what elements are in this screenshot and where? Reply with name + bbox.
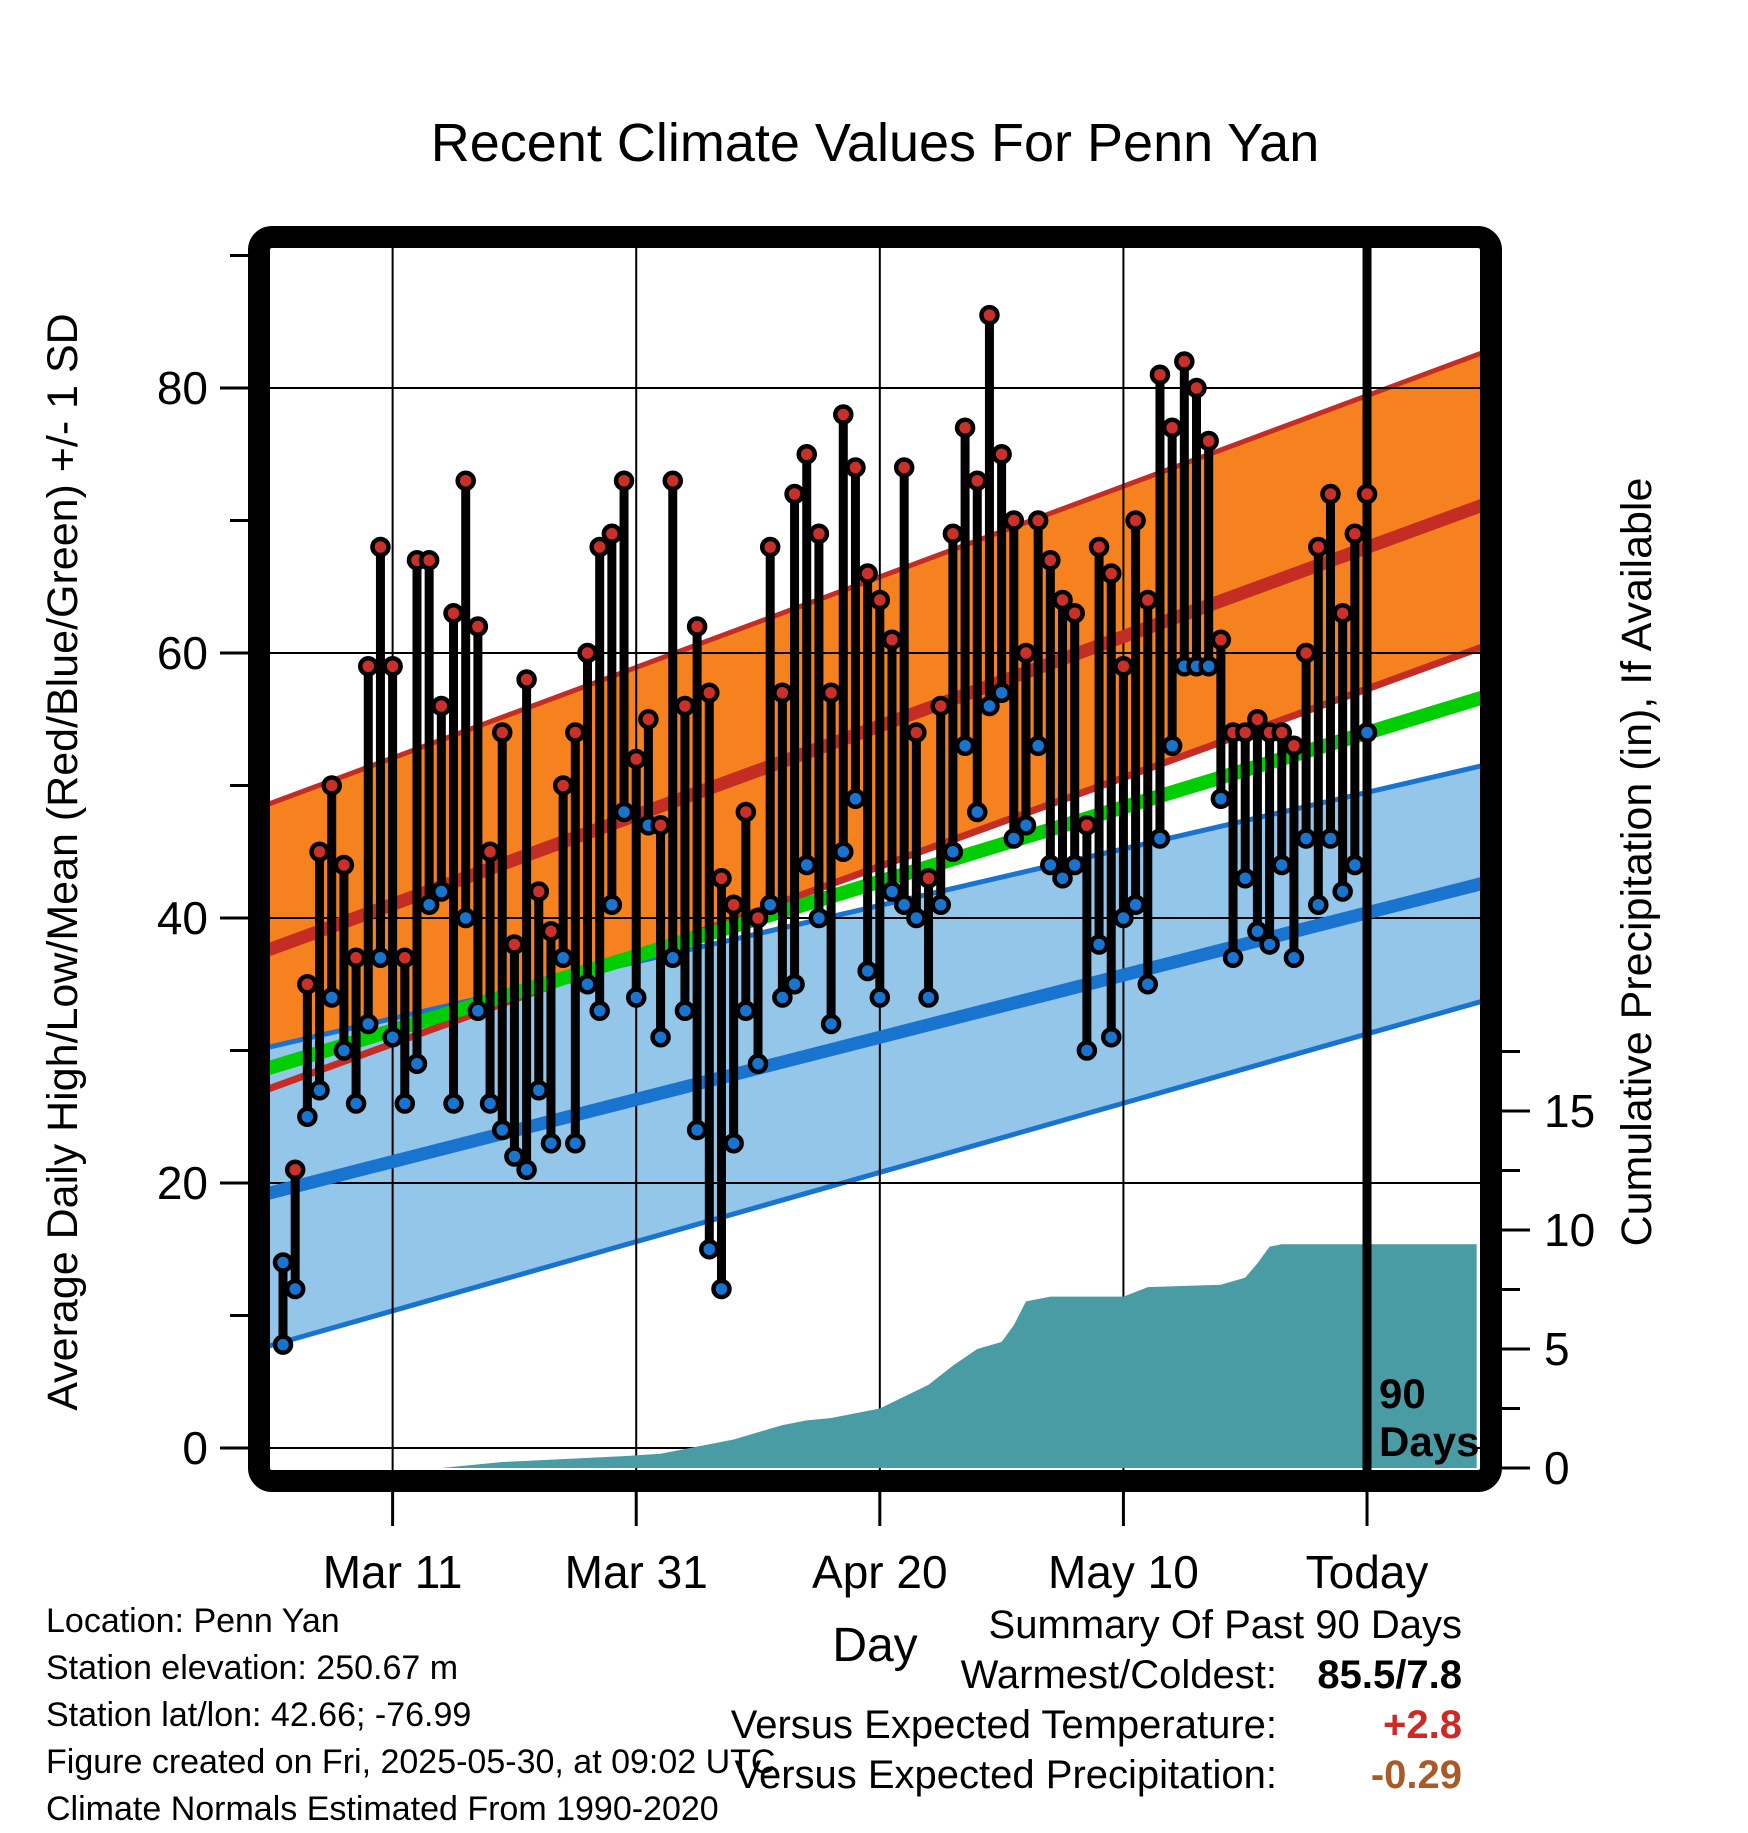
right-tick-label: 10 — [1544, 1204, 1596, 1256]
station-latlon: Station lat/lon: 42.66; -76.99 — [46, 1696, 472, 1734]
daily-low-dot — [409, 1056, 425, 1072]
daily-low-dot — [1298, 831, 1314, 847]
daily-low-dot — [823, 1016, 839, 1032]
summary-row-warmest-coldest — [682, 1650, 1462, 1700]
daily-low-dot — [543, 1135, 559, 1151]
daily-low-dot — [762, 897, 778, 913]
vs-precipitation-label: Versus Expected Precipitation: — [734, 1753, 1277, 1797]
daily-high-dot — [1152, 367, 1168, 383]
daily-low-dot — [994, 685, 1010, 701]
daily-low-dot — [446, 1096, 462, 1112]
x-tick-label: Today — [1305, 1546, 1429, 1598]
vs-temperature-label: Versus Expected Temperature: — [730, 1703, 1277, 1747]
daily-high-dot — [799, 446, 815, 462]
daily-low-dot — [738, 1003, 754, 1019]
summary-title: Summary Of Past 90 Days — [988, 1603, 1462, 1647]
left-tick-label: 20 — [156, 1157, 208, 1209]
daily-high-dot — [665, 473, 681, 489]
right-tick-label: 0 — [1544, 1442, 1570, 1494]
right-axis-label: Cumulative Precipitation (in), If Available — [1613, 477, 1661, 1247]
station-info — [46, 1598, 776, 1833]
daily-low-dot — [324, 990, 340, 1006]
daily-high-dot — [360, 658, 376, 674]
daily-low-dot — [665, 950, 681, 966]
daily-high-dot — [421, 552, 437, 568]
daily-high-dot — [847, 460, 863, 476]
daily-low-dot — [1286, 950, 1302, 966]
daily-high-dot — [701, 685, 717, 701]
daily-low-dot — [1237, 870, 1253, 886]
daily-low-dot — [957, 738, 973, 754]
daily-low-dot — [726, 1135, 742, 1151]
daily-low-dot — [921, 990, 937, 1006]
daily-high-dot — [677, 698, 693, 714]
daily-high-dot — [567, 725, 583, 741]
daily-high-dot — [628, 751, 644, 767]
warmest-coldest-value: 85.5/7.8 — [1317, 1653, 1462, 1697]
daily-low-dot — [1201, 658, 1217, 674]
daily-low-dot — [592, 1003, 608, 1019]
daily-low-dot — [1140, 976, 1156, 992]
daily-low-dot — [628, 990, 644, 1006]
daily-low-dot — [908, 910, 924, 926]
daily-low-dot — [372, 950, 388, 966]
daily-low-dot — [811, 910, 827, 926]
daily-low-dot — [580, 976, 596, 992]
daily-high-dot — [896, 460, 912, 476]
daily-high-dot — [860, 566, 876, 582]
daily-low-dot — [1347, 857, 1363, 873]
daily-low-dot — [1067, 857, 1083, 873]
daily-high-dot — [470, 619, 486, 635]
daily-high-dot — [1067, 605, 1083, 621]
daily-low-dot — [1030, 738, 1046, 754]
daily-high-dot — [1018, 645, 1034, 661]
daily-high-dot — [908, 725, 924, 741]
daily-low-dot — [1310, 897, 1326, 913]
daily-high-dot — [336, 857, 352, 873]
daily-high-dot — [1201, 433, 1217, 449]
left-tick-label: 80 — [156, 362, 208, 414]
daily-high-dot — [1006, 513, 1022, 529]
daily-low-dot — [860, 963, 876, 979]
right-tick-label: 15 — [1544, 1085, 1596, 1137]
daily-high-dot — [1140, 592, 1156, 608]
daily-low-dot — [1225, 950, 1241, 966]
daily-high-dot — [1359, 486, 1375, 502]
daily-high-dot — [531, 884, 547, 900]
daily-high-dot — [787, 486, 803, 502]
daily-high-dot — [1189, 380, 1205, 396]
daily-high-dot — [1310, 539, 1326, 555]
daily-high-dot — [1042, 552, 1058, 568]
daily-low-dot — [701, 1241, 717, 1257]
daily-high-dot — [397, 950, 413, 966]
daily-low-dot — [531, 1082, 547, 1098]
daily-high-dot — [616, 473, 632, 489]
daily-high-dot — [324, 778, 340, 794]
daily-low-dot — [689, 1122, 705, 1138]
vs-precipitation-value: -0.29 — [1370, 1753, 1462, 1797]
daily-low-dot — [1079, 1043, 1095, 1059]
daily-low-dot — [312, 1082, 328, 1098]
daily-high-dot — [287, 1162, 303, 1178]
daily-high-dot — [372, 539, 388, 555]
figure-created: Figure created on Fri, 2025-05-30, at 09:02 UTC — [46, 1743, 776, 1781]
daily-high-dot — [969, 473, 985, 489]
daily-low-dot — [713, 1281, 729, 1297]
daily-high-dot — [762, 539, 778, 555]
x-tick-label: Mar 11 — [322, 1546, 463, 1598]
chart-title: Recent Climate Values For Penn Yan — [430, 113, 1320, 173]
daily-high-dot — [933, 698, 949, 714]
right-tick-label: 5 — [1544, 1323, 1570, 1375]
warmest-coldest-label: Warmest/Coldest: — [960, 1653, 1277, 1697]
daily-low-dot — [519, 1162, 535, 1178]
daily-low-dot — [1018, 817, 1034, 833]
daily-high-dot — [604, 526, 620, 542]
daily-high-dot — [726, 897, 742, 913]
daily-high-dot — [1103, 566, 1119, 582]
daily-low-dot — [1262, 937, 1278, 953]
daily-low-dot — [397, 1096, 413, 1112]
daily-high-dot — [1030, 513, 1046, 529]
daily-low-dot — [653, 1029, 669, 1045]
daily-high-dot — [872, 592, 888, 608]
daily-low-dot — [1322, 831, 1338, 847]
left-tick-label: 0 — [182, 1422, 208, 1474]
daily-high-dot — [1335, 605, 1351, 621]
daily-low-dot — [1164, 738, 1180, 754]
daily-high-dot — [519, 672, 535, 688]
ninety-day-label: 90 — [1379, 1370, 1426, 1417]
daily-high-dot — [1079, 817, 1095, 833]
daily-high-dot — [458, 473, 474, 489]
daily-high-dot — [506, 937, 522, 953]
daily-low-dot — [750, 1056, 766, 1072]
daily-high-dot — [555, 778, 571, 794]
daily-low-dot — [555, 950, 571, 966]
vs-temperature-value: +2.8 — [1383, 1703, 1462, 1747]
daily-high-dot — [921, 870, 937, 886]
daily-high-dot — [299, 976, 315, 992]
daily-high-dot — [1298, 645, 1314, 661]
daily-low-dot — [275, 1337, 291, 1353]
daily-high-dot — [981, 307, 997, 323]
daily-high-dot — [1176, 354, 1192, 370]
daily-high-dot — [348, 950, 364, 966]
daily-high-dot — [653, 817, 669, 833]
daily-high-dot — [689, 619, 705, 635]
daily-high-dot — [1213, 632, 1229, 648]
summary-row-vs-temperature — [682, 1700, 1462, 1750]
daily-low-dot — [1128, 897, 1144, 913]
x-axis-label: Day — [832, 1619, 918, 1672]
daily-low-dot — [969, 804, 985, 820]
daily-high-dot — [385, 658, 401, 674]
daily-high-dot — [433, 698, 449, 714]
daily-low-dot — [787, 976, 803, 992]
daily-low-dot — [604, 897, 620, 913]
summary-row-vs-precipitation — [682, 1750, 1462, 1800]
normals-source: Climate Normals Estimated From 1990-2020 — [46, 1790, 719, 1828]
left-axis-label: Average Daily High/Low/Mean (Red/Blue/Green) +/- 1 SD — [39, 313, 87, 1411]
daily-high-dot — [640, 711, 656, 727]
daily-high-dot — [1347, 526, 1363, 542]
ninety-day-label: Days — [1379, 1418, 1480, 1465]
daily-high-dot — [811, 526, 827, 542]
daily-low-dot — [1213, 791, 1229, 807]
daily-high-dot — [1164, 420, 1180, 436]
daily-low-dot — [847, 791, 863, 807]
daily-low-dot — [1091, 937, 1107, 953]
daily-high-dot — [1128, 513, 1144, 529]
daily-high-dot — [957, 420, 973, 436]
daily-high-dot — [494, 725, 510, 741]
daily-low-dot — [458, 910, 474, 926]
station-location: Location: Penn Yan — [46, 1602, 340, 1640]
daily-low-dot — [616, 804, 632, 820]
x-tick-label: Apr 20 — [812, 1546, 948, 1598]
daily-high-dot — [884, 632, 900, 648]
daily-low-dot — [567, 1135, 583, 1151]
x-tick-label: Mar 31 — [564, 1546, 708, 1598]
daily-high-dot — [543, 923, 559, 939]
daily-high-dot — [945, 526, 961, 542]
daily-high-dot — [275, 1255, 291, 1271]
daily-high-dot — [1286, 738, 1302, 754]
daily-low-dot — [470, 1003, 486, 1019]
daily-low-dot — [1103, 1029, 1119, 1045]
daily-high-dot — [823, 685, 839, 701]
daily-high-dot — [312, 844, 328, 860]
left-tick-label: 60 — [156, 627, 208, 679]
daily-low-dot — [360, 1016, 376, 1032]
daily-low-dot — [482, 1096, 498, 1112]
daily-high-dot — [713, 870, 729, 886]
daily-low-dot — [1335, 884, 1351, 900]
daily-low-dot — [677, 1003, 693, 1019]
daily-high-dot — [774, 685, 790, 701]
daily-high-dot — [1322, 486, 1338, 502]
daily-high-dot — [482, 844, 498, 860]
daily-low-dot — [348, 1096, 364, 1112]
daily-high-dot — [580, 645, 596, 661]
x-tick-label: May 10 — [1047, 1546, 1199, 1598]
daily-low-dot — [494, 1122, 510, 1138]
daily-low-dot — [799, 857, 815, 873]
daily-low-dot — [835, 844, 851, 860]
daily-high-dot — [446, 605, 462, 621]
daily-low-dot — [1152, 831, 1168, 847]
daily-high-dot — [994, 446, 1010, 462]
daily-low-dot — [336, 1043, 352, 1059]
daily-low-dot — [287, 1281, 303, 1297]
daily-low-dot — [1274, 857, 1290, 873]
summary-panel — [682, 1600, 1462, 1800]
daily-low-dot — [872, 990, 888, 1006]
station-elevation: Station elevation: 250.67 m — [46, 1649, 459, 1687]
daily-low-dot — [299, 1109, 315, 1125]
cumulative-precip-area — [441, 1244, 1476, 1468]
daily-high-dot — [738, 804, 754, 820]
daily-low-dot — [433, 884, 449, 900]
daily-low-dot — [933, 897, 949, 913]
daily-low-dot — [385, 1029, 401, 1045]
left-tick-label: 40 — [156, 892, 208, 944]
daily-high-dot — [1115, 658, 1131, 674]
daily-low-dot — [1359, 725, 1375, 741]
daily-low-dot — [945, 844, 961, 860]
daily-high-dot — [1091, 539, 1107, 555]
daily-high-dot — [835, 407, 851, 423]
